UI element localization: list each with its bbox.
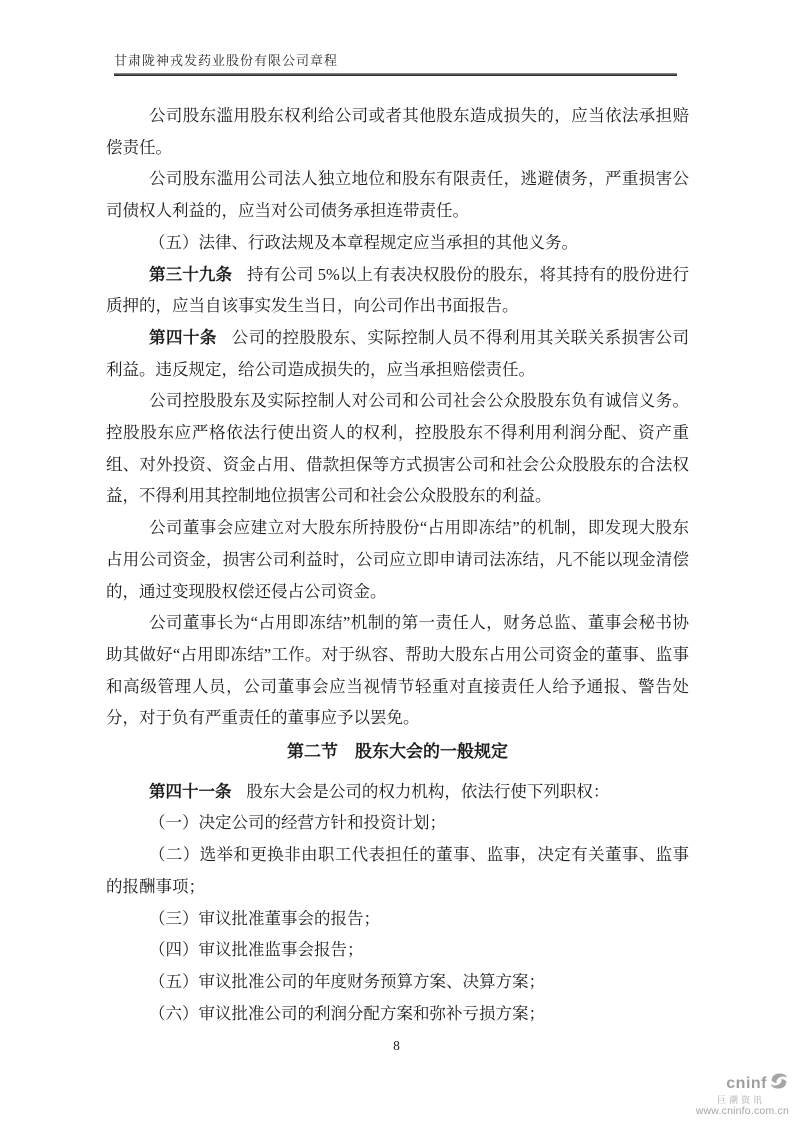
- cninfo-swirl-icon: [769, 1072, 789, 1095]
- page-number: 8: [393, 1038, 400, 1053]
- list-item: （五）法律、行政法规及本章程规定应当承担的其他义务。: [149, 232, 578, 252]
- article-text: 持有公司 5%以上有表决权股份的股东，将其持有的股份进行质押的，应当自该事实发生当日，向公司作出书面报告。: [106, 264, 690, 316]
- paragraph: 公司控股股东及实际控制人对公司和公司社会公众股股东负有诚信义务。控股股东应严格依法行使出资人的权利，控股股东不得利用利润分配、资产重组、对外投资、资金占用、借款担保等方式损害公司和社会公众股股东的合法权益，不得利用其控制地位损害公司和社会公众股股东的利益。: [106, 391, 689, 506]
- cninfo-watermark: [679, 1072, 789, 1118]
- paragraph: 公司股东滥用公司法人独立地位和股东有限责任，逃避债务，严重损害公司债权人利益的，应当对公司债务承担连带责任。: [106, 169, 689, 221]
- section-heading: 第二节 股东大会的一般规定: [287, 742, 508, 762]
- article-text: 公司的控股股东、实际控制人员不得利用其关联关系损害公司利益。违反规定，给公司造成损失的，应当承担赔偿责任。: [106, 327, 690, 379]
- paragraph: 公司董事会应建立对大股东所持股份“占用即冻结”的机制，即发现大股东占用公司资金，损害公司利益时，公司应立即申请司法冻结，凡不能以现金清偿的，通过变现股权偿还侵占公司资金。: [106, 518, 689, 601]
- list-item: （五）审议批准公司的年度财务预算方案、决算方案；: [149, 971, 545, 991]
- list-item: （三）审议批准董事会的报告；: [149, 908, 380, 928]
- article-paragraph: [106, 322, 689, 385]
- article-paragraph: [106, 776, 689, 808]
- cninfo-brand-row: [679, 1072, 789, 1095]
- page-header: [114, 50, 677, 76]
- paragraph: 公司股东滥用股东权利给公司或者其他股东造成损失的，应当依法承担赔偿责任。: [106, 106, 689, 157]
- list-item: （四）审议批准监事会报告；: [149, 940, 364, 960]
- paragraph: 公司董事长为“占用即冻结”机制的第一责任人，财务总监、董事会秘书协助其做好“占用即冻结”工作。对于纵容、帮助大股东占用公司资金的董事、监事和高级管理人员，公司董事会应当视情节轻重对直接责任人给予通报、警告处分，对于负有严重责任的董事应予以罢免。: [106, 613, 689, 728]
- article-number: 第四十条: [149, 327, 217, 347]
- list-item: （二）选举和更换非由职工代表担任的董事、监事，决定有关董事、监事的报酬事项；: [106, 845, 689, 896]
- list-item: （六）审议批准公司的利润分配方案和弥补亏损方案；: [149, 1003, 545, 1023]
- document-title: 甘肃陇神戎发药业股份有限公司章程: [114, 53, 339, 68]
- cninfo-url: www.cninfo.com.cn: [695, 1105, 789, 1118]
- cninfo-brand-text: cninf: [726, 1074, 767, 1092]
- document-body: [106, 100, 689, 1029]
- article-number: 第三十九条: [149, 264, 233, 284]
- article-number: 第四十一条: [149, 781, 232, 801]
- article-text: 股东大会是公司的权力机构，依法行使下列职权：: [246, 781, 610, 801]
- header-rule: [114, 73, 677, 76]
- cninfo-name: 巨潮资讯: [716, 1094, 765, 1105]
- list-item: （一）决定公司的经营方针和投资计划；: [149, 813, 446, 833]
- article-paragraph: [106, 259, 689, 322]
